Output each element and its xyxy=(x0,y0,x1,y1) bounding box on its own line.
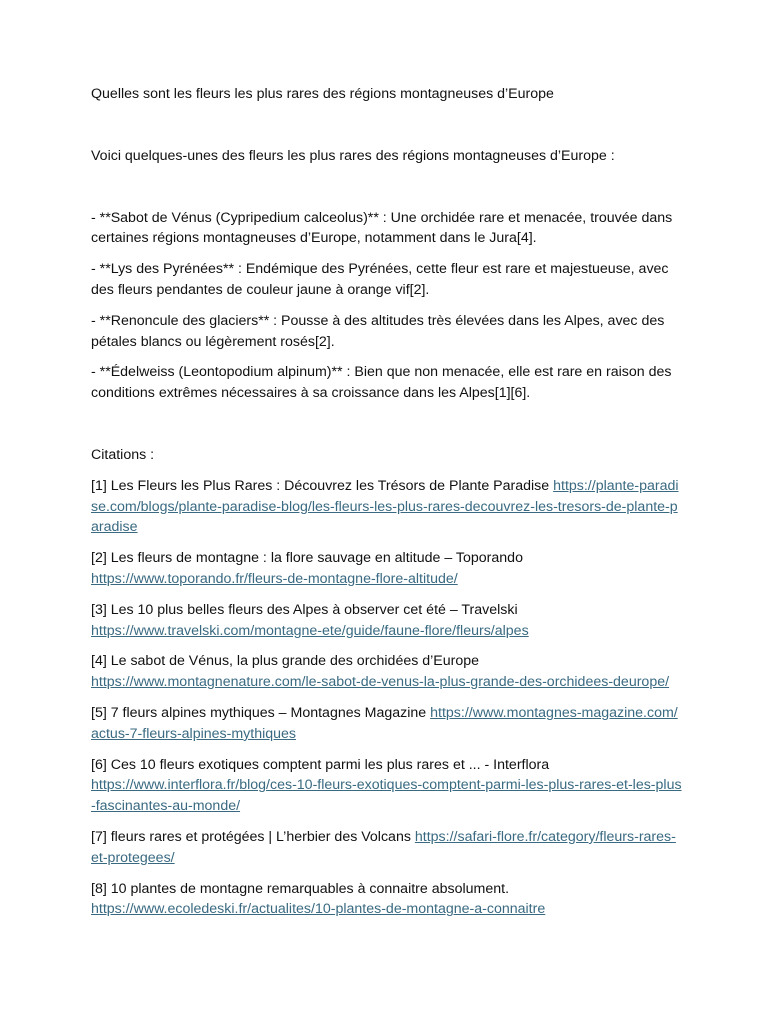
flower-list xyxy=(91,208,683,404)
citation-title: [4] Le sabot de Vénus, la plus grande des orchidées d’Europe xyxy=(91,653,480,670)
citation-8 xyxy=(91,879,683,921)
citation-5 xyxy=(91,703,683,745)
citations-heading: Citations : xyxy=(91,446,155,463)
intro-paragraph: Voici quelques-unes des fleurs les plus rares des régions montagneuses d’Europe : xyxy=(91,147,615,164)
citation-title: [1] Les Fleurs les Plus Rares : Découvrez les Trésors de Plante Paradise xyxy=(91,477,550,494)
list-item: - **Renoncule des glaciers** : Pousse à des altitudes très élevées dans les Alpes, avec des pétales blancs ou légèrement rosés[2]. xyxy=(91,312,665,350)
citation-title: [5] 7 fleurs alpines mythiques – Montagnes Magazine xyxy=(91,704,427,721)
citation-title: [3] Les 10 plus belles fleurs des Alpes à observer cet été – Travelski xyxy=(91,601,518,618)
list-item: - **Sabot de Vénus (Cypripedium calceolus)** : Une orchidée rare et menacée, trouvée dans certaines régions montagneuses d’Europe, notamment dans le Jura[4]. xyxy=(91,209,673,247)
citation-7 xyxy=(91,827,683,869)
document-page xyxy=(91,84,683,930)
citation-title: [6] Ces 10 fleurs exotiques comptent parmi les plus rares et ... - Interflora xyxy=(91,756,550,773)
citation-title: [8] 10 plantes de montagne remarquables à connaitre absolument. xyxy=(91,880,510,897)
citation-link[interactable]: https://www.ecoledeski.fr/actualites/10-plantes-de-montagne-a-connaitre xyxy=(91,901,546,918)
citation-title: [7] fleurs rares et protégées | L’herbier des Volcans xyxy=(91,828,411,845)
citation-link[interactable]: https://plante-paradise.com/blogs/plante-paradise-blog/les-fleurs-les-plus-rares-decouvrez-les-tresors-de-plante-paradise xyxy=(91,477,679,536)
citation-1 xyxy=(91,476,683,538)
citation-link[interactable]: https://www.toporando.fr/fleurs-de-montagne-flore-altitude/ xyxy=(91,570,458,587)
citation-6 xyxy=(91,755,683,817)
citation-link[interactable]: https://www.montagnenature.com/le-sabot-de-venus-la-plus-grande-des-orchidees-deurope/ xyxy=(91,674,670,691)
citation-4 xyxy=(91,651,683,693)
citation-2 xyxy=(91,548,683,590)
citation-link[interactable]: https://safari-flore.fr/category/fleurs-rares-et-protegees/ xyxy=(91,828,676,866)
citation-link[interactable]: https://www.interflora.fr/blog/ces-10-fleurs-exotiques-comptent-parmi-les-plus-rares-et-les-plus-fascinantes-au-monde/ xyxy=(91,777,682,815)
question-heading: Quelles sont les fleurs les plus rares des régions montagneuses d’Europe xyxy=(91,86,554,102)
citations-list xyxy=(91,476,683,920)
list-item: - **Lys des Pyrénées** : Endémique des Pyrénées, cette fleur est rare et majestueuse, avec des fleurs pendantes de couleur jaune à orange vif[2]. xyxy=(91,261,669,298)
list-item: - **Édelweiss (Leontopodium alpinum)** : Bien que non menacée, elle est rare en raison des conditions extrêmes nécessaires à sa croissance dans les Alpes[1][6]. xyxy=(91,364,672,402)
citation-3 xyxy=(91,600,683,642)
citation-link[interactable]: https://www.travelski.com/montagne-ete/guide/faune-flore/fleurs/alpes xyxy=(91,622,529,639)
citation-title: [2] Les fleurs de montagne : la flore sauvage en altitude – Toporando xyxy=(91,550,523,567)
citation-link[interactable]: https://www.montagnes-magazine.com/actus-7-fleurs-alpines-mythiques xyxy=(91,704,678,742)
